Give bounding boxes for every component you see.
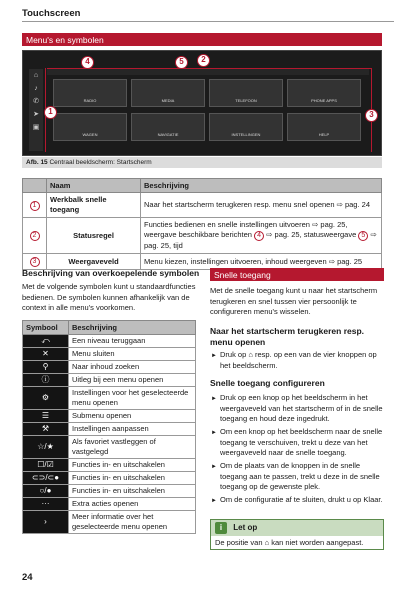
table-row xyxy=(23,193,382,218)
tile-wagen xyxy=(53,113,127,141)
symbol-desc: Uitleg bij een menu openen xyxy=(69,374,196,387)
col-num xyxy=(23,179,47,193)
info-icon: ⓘ xyxy=(23,374,69,387)
tile-telefoon-label: TELEFOON xyxy=(235,98,257,103)
note-title: Let op xyxy=(233,523,258,532)
table-row xyxy=(23,498,196,511)
tile-help xyxy=(287,113,361,141)
table-row xyxy=(23,472,196,485)
note-box xyxy=(210,519,384,550)
symbols-table xyxy=(22,320,196,534)
symbol-desc: Functies in- en uitschakelen xyxy=(69,485,196,498)
tile-navigatie xyxy=(131,113,205,141)
col-beschrijving: Beschrijving xyxy=(141,179,382,193)
figure-caption xyxy=(22,157,382,168)
row-desc-part: Functies bedienen en snelle instellingen uitvoeren ⇨ pag. 25, weergave beschikbare berichten xyxy=(144,220,348,239)
tile-media xyxy=(131,79,205,107)
tile-radio-label: RADIO xyxy=(83,98,97,103)
table-row xyxy=(23,348,196,361)
back-icon: ⤺ xyxy=(23,335,69,348)
inline-marker-5: 5 xyxy=(358,231,368,241)
page-number: 24 xyxy=(22,572,33,583)
config-step: ► Om de plaats van de knoppen in de snelle toegang aan te passen, trekt u deze in de snelle toegang op de gewenste plek. xyxy=(220,461,384,493)
row-desc-part: ⇨ pag. 25, tijd xyxy=(144,230,377,250)
search-icon: ⚲ xyxy=(23,361,69,374)
symbol-desc: Functies in- en uitschakelen xyxy=(69,472,196,485)
gear-icon: ⚙ xyxy=(23,387,69,410)
config-step: ► Om de configuratie af te sluiten, drukt u op Klaar. xyxy=(220,495,384,506)
table-row xyxy=(23,410,196,423)
wrench-icon: ⚒ xyxy=(23,423,69,436)
marker-4: 4 xyxy=(81,56,94,69)
header-divider xyxy=(22,21,394,22)
row-desc: Naar het startscherm terugkeren resp. menu snel openen ⇨ pag. 24 xyxy=(141,193,382,218)
page-header: Touchscreen xyxy=(22,8,81,19)
info-icon: i xyxy=(215,522,227,534)
marker-3: 3 xyxy=(365,109,378,122)
symbols-intro: Met de volgende symbolen kunt u standaardfuncties bedienen. De symbolen kunnen afhankelijk van de context in alle menu's voorkomen. xyxy=(22,282,196,312)
note-text: De positie van ⌂ kan niet worden aangepast. xyxy=(215,538,364,547)
symbol-desc: Instellingen voor het geselecteerde menu openen xyxy=(69,387,196,410)
tile-navigatie-label: NAVIGATIE xyxy=(157,132,179,137)
phone-icon: ✆ xyxy=(33,98,39,105)
quick-access-step: ► Druk op ⌂ resp. op een van de vier knoppen op het beeldscherm. xyxy=(220,350,384,371)
more-icon: ··· xyxy=(23,498,69,511)
config-step: ► Druk op een knop op het beeldscherm in het weergaveveld van het startscherm of in de snelle toegang en houd deze ingedrukt. xyxy=(220,393,384,425)
radio-icon: ○/● xyxy=(23,485,69,498)
quick-access-sub1: Naar het startscherm terugkeren resp. menu openen xyxy=(210,326,365,347)
symbol-desc: Menu sluiten xyxy=(69,348,196,361)
symbol-desc: Functies in- en uitschakelen xyxy=(69,459,196,472)
table-row xyxy=(23,423,196,436)
tile-wagen-label: WAGEN xyxy=(82,132,98,137)
table-row xyxy=(23,361,196,374)
symbol-desc: Meer informatie over het geselecteerde menu openen xyxy=(69,511,196,534)
symbols-heading: Beschrijving van overkoepelende symbolen xyxy=(22,268,200,278)
marker-5: 5 xyxy=(175,56,188,69)
tile-radio xyxy=(53,79,127,107)
tile-instellingen xyxy=(209,113,283,141)
row-name: Statusregel xyxy=(47,218,141,254)
symbol-desc: Naar inhoud zoeken xyxy=(69,361,196,374)
tile-telefoon xyxy=(209,79,283,107)
checkbox-icon: ☐/☑ xyxy=(23,459,69,472)
table-row xyxy=(23,485,196,498)
row-name: Werkbalk snelle toegang xyxy=(47,193,141,218)
marker-1: 1 xyxy=(44,106,57,119)
config-step: ► Om een knop op het beeldscherm naar de snelle toegang te verschuiven, trekt u deze van het weergaveveld naar de snelle toegang. xyxy=(220,427,384,459)
music-icon: ♪ xyxy=(34,85,38,92)
table-row xyxy=(23,218,382,254)
table-row xyxy=(23,436,196,459)
tile-phone-apps-label: PHONE APPS xyxy=(311,98,337,103)
tile-instellingen-label: INSTELLINGEN xyxy=(231,132,261,137)
row-number: 3 xyxy=(30,257,40,267)
inline-marker-4: 4 xyxy=(254,231,264,241)
row-name: Weergaveveld xyxy=(47,254,141,270)
quick-access-bar xyxy=(29,69,43,151)
col-beschrijving: Beschrijving xyxy=(69,321,196,335)
table-row xyxy=(23,374,196,387)
row-number: 1 xyxy=(30,201,40,211)
startscreen-figure xyxy=(22,50,382,156)
section-title-menus: Menu's en symbolen xyxy=(22,33,382,46)
car-icon: ▣ xyxy=(32,124,40,131)
caption-label: Afb. 15 xyxy=(26,159,48,166)
symbol-desc: Een niveau teruggaan xyxy=(69,335,196,348)
row-number: 2 xyxy=(30,231,40,241)
row-desc-part: ⇨ pag. 25, statusweergave xyxy=(266,230,357,239)
symbol-desc: Instellingen aanpassen xyxy=(69,423,196,436)
close-icon: ✕ xyxy=(23,348,69,361)
toggle-icon: ⊂⊃/⊂● xyxy=(23,472,69,485)
table-row xyxy=(23,387,196,410)
overview-table xyxy=(22,178,382,270)
row-desc: Menu kiezen, instellingen uitvoeren, inhoud weergeven ⇨ pag. 25 xyxy=(141,254,382,270)
note-header xyxy=(211,520,383,536)
col-symbool: Symbool xyxy=(23,321,69,335)
home-icon: ⌂ xyxy=(33,72,39,79)
tile-help-label: HELP xyxy=(318,132,330,137)
caption-text: Centraal beeldscherm: Startscherm xyxy=(49,159,152,166)
row-desc xyxy=(141,218,382,254)
tile-phone-apps xyxy=(287,79,361,107)
chevron-right-icon: › xyxy=(23,511,69,534)
section-title-quick-access: Snelle toegang xyxy=(210,268,384,281)
status-bar-outline xyxy=(47,68,371,69)
quick-access-intro: Met de snelle toegang kunt u naar het startscherm terugkeren en snel tussen vier persoonlijk te configureren menu's wisselen. xyxy=(210,286,378,316)
submenu-icon: ☰ xyxy=(23,410,69,423)
nav-icon: ➤ xyxy=(33,111,39,118)
symbol-desc: Submenu openen xyxy=(69,410,196,423)
marker-2: 2 xyxy=(197,54,210,67)
symbol-desc: Als favoriet vastleggen of vastgelegd xyxy=(69,436,196,459)
quick-access-sub2: Snelle toegang configureren xyxy=(210,378,325,388)
table-row xyxy=(23,459,196,472)
tile-media-label: MEDIA xyxy=(161,98,175,103)
col-naam: Naam xyxy=(47,179,141,193)
table-row xyxy=(23,335,196,348)
status-bar xyxy=(47,69,369,75)
star-icon: ☆/★ xyxy=(23,436,69,459)
symbol-desc: Extra acties openen xyxy=(69,498,196,511)
table-row xyxy=(23,511,196,534)
